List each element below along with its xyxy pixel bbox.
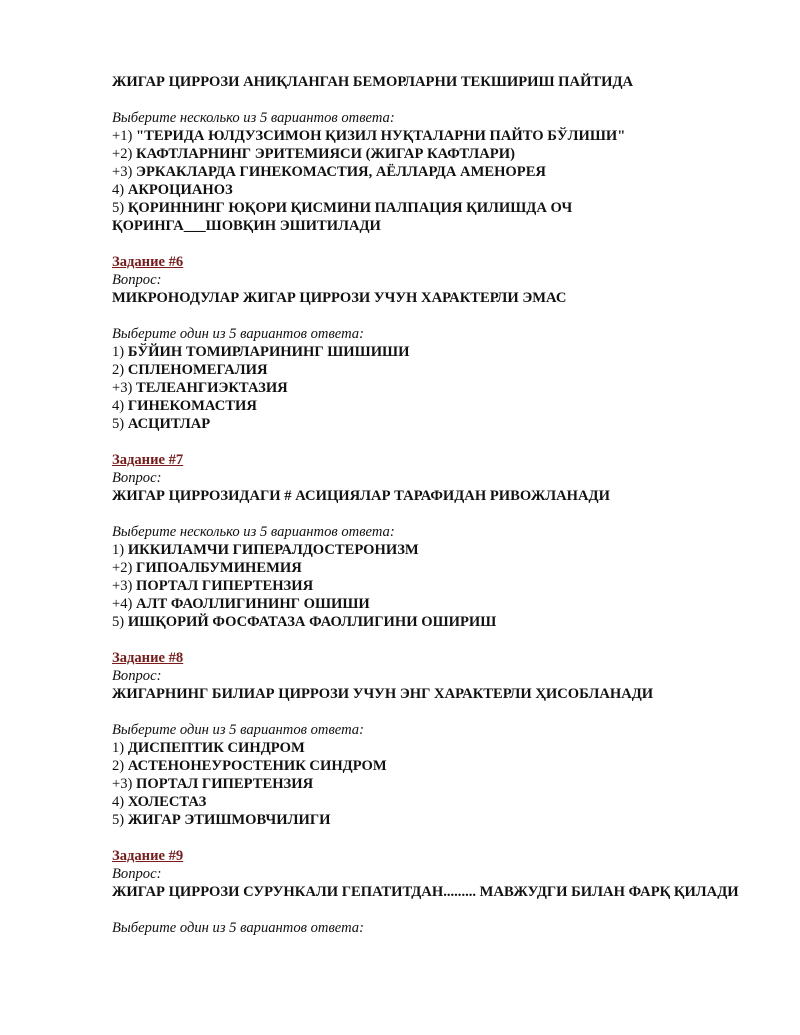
task-6 [112, 253, 752, 433]
option-text: ИККИЛАМЧИ ГИПЕРАЛДОСТЕРОНИЗМ [127, 542, 419, 558]
task-8 [112, 649, 752, 829]
task-label[interactable]: Задание #8 [112, 650, 184, 666]
question-text: ЖИГАР ЦИРРОЗИ СУРУНКАЛИ ГЕПАТИТДАН......... МАВЖУДГИ БИЛАН ФАРҚ ҚИЛАДИ [112, 884, 739, 900]
option-prefix: 1) [112, 344, 128, 360]
option-prefix: +4) [112, 596, 137, 612]
task-7 [112, 451, 752, 631]
task-label[interactable]: Задание #9 [112, 848, 184, 864]
answer-option [112, 577, 752, 595]
intro-block [112, 73, 752, 235]
option-prefix: 2) [112, 758, 128, 774]
option-text: БЎЙИН ТОМИРЛАРИНИНГ ШИШИШИ [127, 344, 410, 360]
question-label: Вопрос: [112, 866, 162, 882]
answer-option [112, 415, 752, 433]
intro-option-3 [112, 163, 752, 181]
option-text: "ТЕРИДА ЮЛДУЗСИМОН ҚИЗИЛ НУҚТАЛАРНИ ПАЙТО БЎЛИШИ" [136, 128, 626, 144]
answer-instruction: Выберите один из 5 вариантов ответа: [112, 920, 364, 936]
question-text: ЖИГАРНИНГ БИЛИАР ЦИРРОЗИ УЧУН ЭНГ ХАРАКТЕРЛИ ҲИСОБЛАНАДИ [112, 686, 654, 702]
option-text: ҚОРИННИНГ ЮҚОРИ ҚИСМИНИ ПАЛПАЦИЯ ҚИЛИШДА ОЧ ҚОРИНГА___ШОВҚИН ЭШИТИЛАДИ [112, 200, 573, 234]
intro-option-2 [112, 145, 752, 163]
option-prefix: 4) [112, 182, 128, 198]
option-text: ПОРТАЛ ГИПЕРТЕНЗИЯ [136, 578, 314, 594]
option-prefix: 1) [112, 542, 128, 558]
intro-question: ЖИГАР ЦИРРОЗИ АНИҚЛАНГАН БЕМОРЛАРНИ ТЕКШИРИШ ПАЙТИДА [112, 74, 634, 90]
intro-instruction: Выберите несколько из 5 вариантов ответа: [112, 110, 395, 126]
option-prefix: +2) [112, 560, 137, 576]
option-prefix: 5) [112, 416, 128, 432]
option-text: АСТЕНОНЕУРОСТЕНИК СИНДРОМ [127, 758, 387, 774]
option-text: ЭРКАКЛАРДА ГИНЕКОМАСТИЯ, АЁЛЛАРДА АМЕНОРЕЯ [136, 164, 546, 180]
option-text: КАФТЛАРНИНГ ЭРИТЕМИЯСИ (ЖИГАР КАФТЛАРИ) [136, 146, 515, 162]
option-text: ДИСПЕПТИК СИНДРОМ [127, 740, 305, 756]
answer-option [112, 379, 752, 397]
option-prefix: +1) [112, 128, 137, 144]
question-label: Вопрос: [112, 470, 162, 486]
answer-instruction: Выберите один из 5 вариантов ответа: [112, 326, 364, 342]
answer-instruction: Выберите один из 5 вариантов ответа: [112, 722, 364, 738]
answer-option [112, 613, 752, 631]
option-prefix: +3) [112, 380, 137, 396]
task-9 [112, 847, 752, 937]
intro-option-1 [112, 127, 752, 145]
option-text: ГИНЕКОМАСТИЯ [127, 398, 257, 414]
option-text: ЖИГАР ЭТИШМОВЧИЛИГИ [127, 812, 331, 828]
answer-option [112, 541, 752, 559]
question-text: МИКРОНОДУЛАР ЖИГАР ЦИРРОЗИ УЧУН ХАРАКТЕРЛИ ЭМАС [112, 290, 567, 306]
option-text: ХОЛЕСТАЗ [127, 794, 207, 810]
answer-option [112, 559, 752, 577]
answer-option [112, 793, 752, 811]
option-prefix: 4) [112, 794, 128, 810]
option-text: АКРОЦИАНОЗ [127, 182, 233, 198]
option-prefix: +2) [112, 146, 137, 162]
option-text: ТЕЛЕАНГИЭКТАЗИЯ [136, 380, 288, 396]
option-text: АСЦИТЛАР [127, 416, 211, 432]
intro-option-4 [112, 181, 752, 199]
task-label[interactable]: Задание #7 [112, 452, 184, 468]
question-text: ЖИГАР ЦИРРОЗИДАГИ # АСИЦИЯЛАР ТАРАФИДАН РИВОЖЛАНАДИ [112, 488, 610, 504]
answer-option [112, 397, 752, 415]
option-text: СПЛЕНОМЕГАЛИЯ [127, 362, 268, 378]
answer-option [112, 343, 752, 361]
answer-option [112, 811, 752, 829]
option-prefix: 1) [112, 740, 128, 756]
option-prefix: 2) [112, 362, 128, 378]
answer-option [112, 739, 752, 757]
option-prefix: 5) [112, 614, 128, 630]
answer-option [112, 757, 752, 775]
option-prefix: +3) [112, 578, 137, 594]
intro-option-5 [112, 199, 632, 235]
answer-option [112, 595, 752, 613]
option-text: ПОРТАЛ ГИПЕРТЕНЗИЯ [136, 776, 314, 792]
task-label[interactable]: Задание #6 [112, 254, 184, 270]
answer-option [112, 361, 752, 379]
option-prefix: 5) [112, 812, 128, 828]
option-prefix: +3) [112, 776, 137, 792]
option-prefix: 4) [112, 398, 128, 414]
option-prefix: 5) [112, 200, 128, 216]
option-text: ГИПОАЛБУМИНЕМИЯ [136, 560, 302, 576]
answer-option [112, 775, 752, 793]
question-label: Вопрос: [112, 272, 162, 288]
document-content [112, 73, 752, 937]
option-prefix: +3) [112, 164, 137, 180]
question-label: Вопрос: [112, 668, 162, 684]
option-text: ИШҚОРИЙ ФОСФАТАЗА ФАОЛЛИГИНИ ОШИРИШ [127, 614, 497, 630]
answer-instruction: Выберите несколько из 5 вариантов ответа: [112, 524, 395, 540]
option-text: АЛТ ФАОЛЛИГИНИНГ ОШИШИ [136, 596, 370, 612]
